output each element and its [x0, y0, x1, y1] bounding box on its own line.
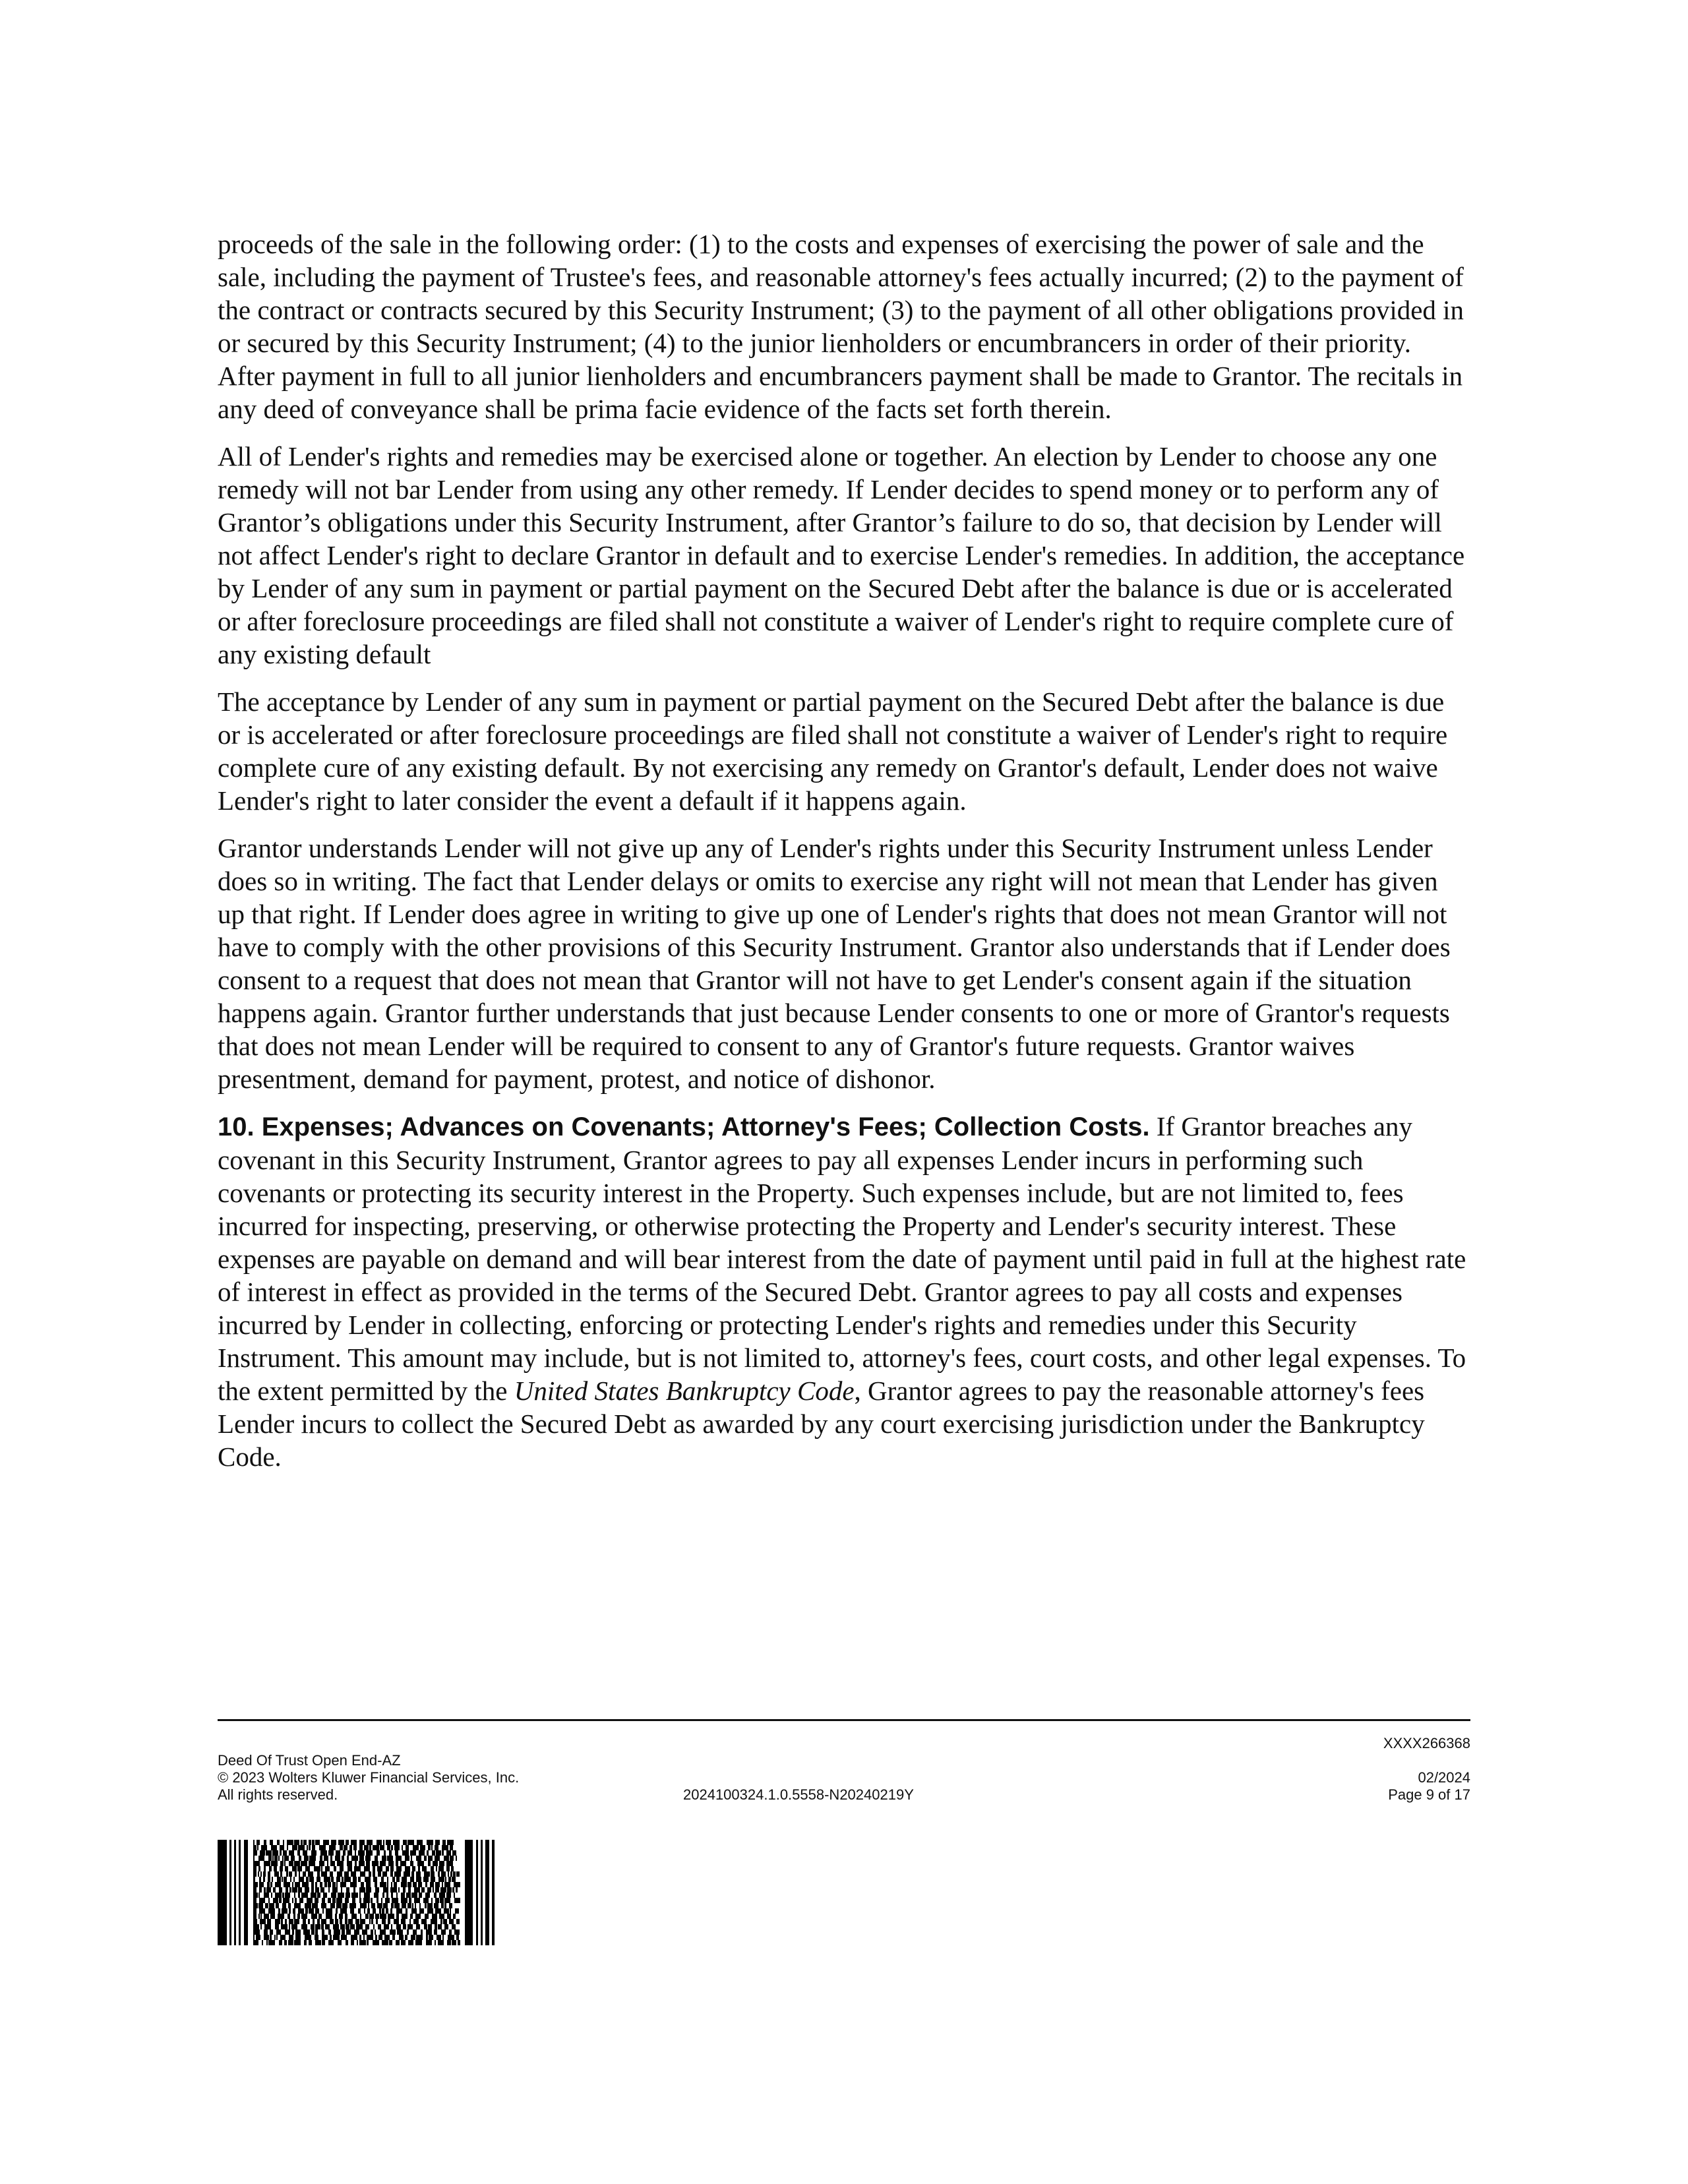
- footer-right-block: [1383, 1735, 1470, 1804]
- loan-number: XXXX266368: [1383, 1735, 1470, 1751]
- paragraph-sale-proceeds: proceeds of the sale in the following order: (1) to the costs and expenses of exercising the power of sale and the sale, including the payment of Trustee's fees, and reasonable attorney's fees actually incurred; (2) to the payment of the contract or contracts secured by this Security Instrument; (3) to the payment of all other obligations provided in or secured by this Security Instrument; (4) to the junior lienholders or encumbrancers in order of their priority. After payment in full to all junior lienholders and encumbrancers payment shall be made to Grantor. The recitals in any deed of conveyance shall be prima facie evidence of the facts set forth therein.: [218, 229, 1464, 424]
- section-10-heading: 10. Expenses; Advances on Covenants; Attorney's Fees; Collection Costs.: [218, 1112, 1150, 1141]
- footer-divider: [218, 1719, 1470, 1721]
- paragraph-section-10: [218, 1110, 1470, 1473]
- pdf417-barcode-icon: [218, 1840, 495, 1945]
- section-10-text-b: , Grantor agrees to pay the reasonable attorney's fees Lender incurs to collect the Secured Debt as awarded by any court exercising jurisdiction under the Bankruptcy Code.: [218, 1376, 1425, 1472]
- paragraph-waiver: Grantor understands Lender will not give up any of Lender's rights under this Security Instrument unless Lender does so in writing. The fact that Lender delays or omits to exercise any right will not mean that Lender has given up that right. If Lender does agree in writing to give up one of Lender's rights that does not mean Grantor will not have to comply with the other provisions of this Security Instrument. Grantor also understands that if Lender does consent to a request that does not mean that Grantor will not have to get Lender's consent again if the situation happens again. Grantor further understands that just because Lender consents to one or more of Grantor's requests that does not mean Lender will be required to consent to any of Grantor's future requests. Grantor waives presentment, demand for payment, protest, and notice of dishonor.: [218, 833, 1451, 1094]
- form-name: Deed Of Trust Open End-AZ: [218, 1752, 401, 1769]
- bankruptcy-code-term: United States Bankruptcy Code: [514, 1376, 855, 1406]
- section-10-text-a: If Grantor breaches any covenant in this Security Instrument, Grantor agrees to pay all expenses Lender incurs in performing such covenants or protecting its security interest in the Property. Such expenses include, but are not limited to, fees incurred for inspecting, preserving, or otherwise protecting the Property and Lender's security interest. These expenses are payable on demand and will bear interest from the date of payment until paid in full at the highest rate of interest in effect as provided in the terms of the Secured Debt. Grantor agrees to pay all costs and expenses incurred by Lender in collecting, enforcing or protecting Lender's rights and remedies under this Security Instrument. This amount may include, but is not limited to, attorney's fees, court costs, and other legal expenses. To the extent permitted by the: [218, 1111, 1466, 1406]
- document-body: [218, 228, 1470, 1488]
- document-code: 2024100324.1.0.5558-N20240219Y: [683, 1786, 914, 1803]
- page-number: Page 9 of 17: [1388, 1786, 1470, 1803]
- form-date: 02/2024: [1418, 1769, 1470, 1786]
- rights-reserved: All rights reserved.: [218, 1786, 338, 1803]
- paragraph-acceptance-payment: The acceptance by Lender of any sum in payment or partial payment on the Secured Debt after the balance is due or is accelerated or after foreclosure proceedings are filed shall not constitute a waiver of Lender's right to require complete cure of any existing default. By not exercising any remedy on Grantor's default, Lender does not waive Lender's right to later consider the event a default if it happens again.: [218, 686, 1448, 816]
- footer-left-block: [218, 1752, 519, 1804]
- copyright: © 2023 Wolters Kluwer Financial Services, Inc.: [218, 1769, 520, 1786]
- paragraph-rights-remedies: All of Lender's rights and remedies may be exercised alone or together. An election by Lender to choose any one remedy will not bar Lender from using any other remedy. If Lender decides to spend money or to perform any of Grantor’s obligations under this Security Instrument, after Grantor’s failure to do so, that decision by Lender will not affect Lender's right to declare Grantor in default and to exercise Lender's remedies. In addition, the acceptance by Lender of any sum in payment or partial payment on the Secured Debt after the balance is due or is accelerated or after foreclosure proceedings are filed shall not constitute a waiver of Lender's right to require complete cure of any existing default: [218, 441, 1465, 669]
